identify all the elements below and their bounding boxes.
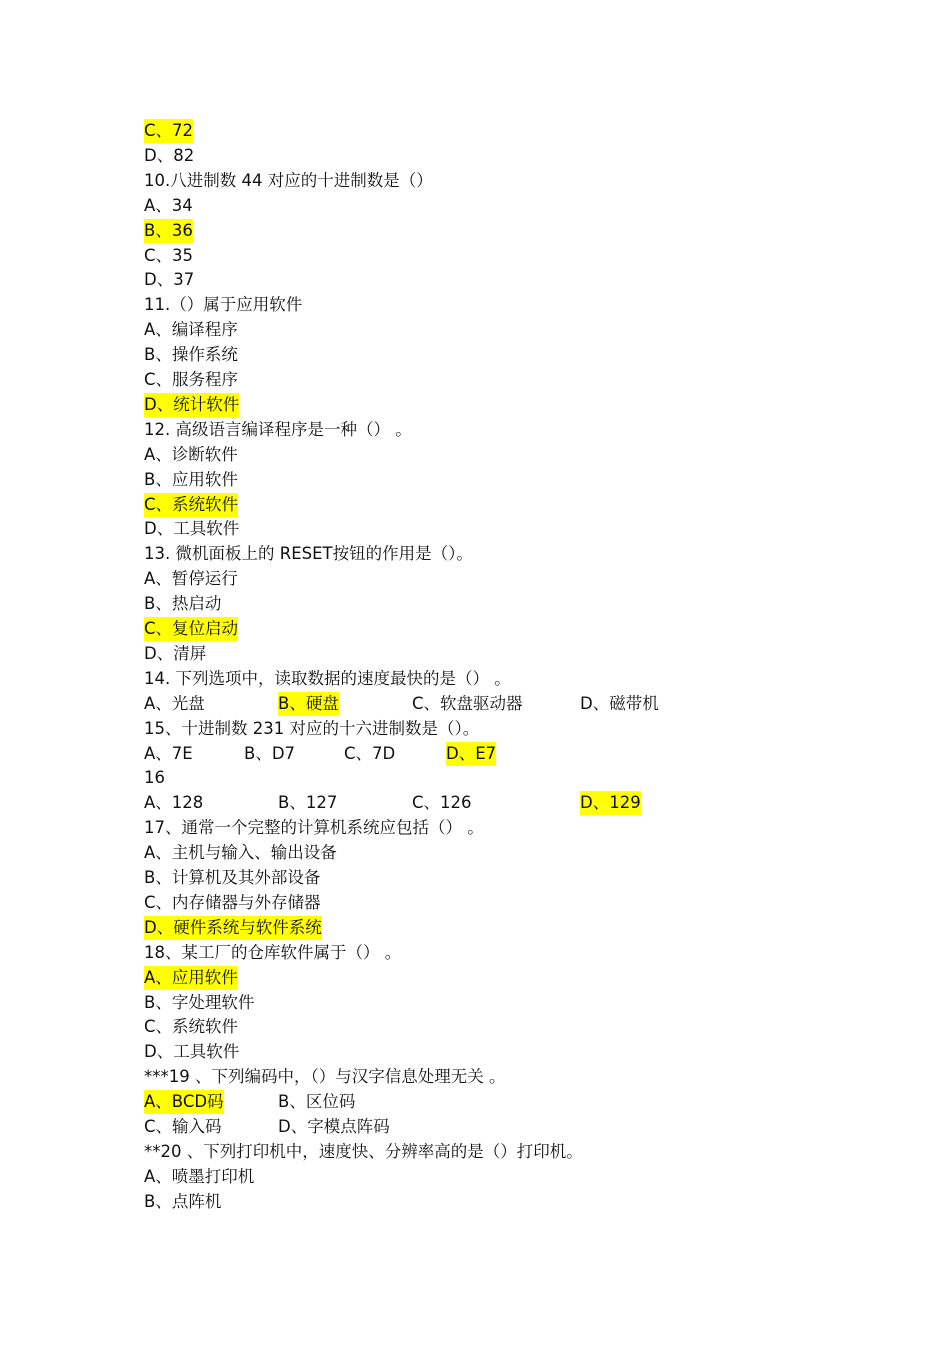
answer-option: C、输入码 bbox=[144, 1117, 222, 1136]
line-text: D、工具软件 bbox=[144, 1042, 240, 1062]
line-text: 12. 高级语言编译程序是一种（） 。 bbox=[144, 419, 412, 439]
line-text: 14. 下列选项中，读取数据的速度最快的是（） 。 bbox=[144, 668, 511, 688]
line-text: D、工具软件 bbox=[144, 519, 240, 539]
line-text: B、计算机及其外部设备 bbox=[144, 868, 321, 887]
line-text: A、34 bbox=[144, 195, 193, 215]
line-text: A、编译程序 bbox=[144, 320, 238, 340]
line-text: B、字处理软件 bbox=[144, 992, 255, 1012]
line-text: B、操作系统 bbox=[144, 345, 238, 365]
line-text: A、主机与输入、输出设备 bbox=[144, 843, 337, 863]
line-text: D、82 bbox=[144, 145, 195, 165]
line-text: D、37 bbox=[144, 270, 195, 290]
answer-option: C、软盘驱动器 bbox=[412, 693, 523, 713]
line-text: A、诊断软件 bbox=[144, 444, 238, 464]
answer-option: C、7D bbox=[344, 743, 396, 763]
line-text: 18、某工厂的仓库软件属于（） 。 bbox=[144, 942, 402, 962]
highlighted-answer: D、硬件系统与软件系统 bbox=[144, 916, 322, 940]
line-text: 13. 微机面板上的 RESET按钮的作用是（）。 bbox=[144, 544, 473, 564]
line-text: 17、通常一个完整的计算机系统应包括（） 。 bbox=[144, 818, 484, 838]
document-line bbox=[144, 1115, 794, 1139]
line-text: D、清屏 bbox=[144, 643, 207, 663]
answer-option: B、D7 bbox=[244, 743, 296, 763]
document-line bbox=[144, 1090, 794, 1114]
answer-option: D、129 bbox=[580, 791, 641, 815]
line-text: B、点阵机 bbox=[144, 1191, 222, 1211]
answer-option: A、7E bbox=[144, 743, 193, 763]
highlighted-answer: C、系统软件 bbox=[144, 493, 238, 517]
document-line bbox=[144, 791, 794, 815]
answer-option: C、126 bbox=[412, 793, 472, 813]
answer-option: A、128 bbox=[144, 793, 204, 813]
highlighted-answer: B、36 bbox=[144, 219, 193, 243]
line-text: 10.八进制数 44 对应的十进制数是（） bbox=[144, 170, 433, 190]
line-text: 16 bbox=[144, 768, 165, 788]
answer-option: D、磁带机 bbox=[580, 693, 659, 713]
answer-option: B、127 bbox=[278, 793, 338, 813]
answer-option: A、光盘 bbox=[144, 693, 205, 713]
line-text: 15、十进制数 231 对应的十六进制数是（）。 bbox=[144, 718, 480, 738]
line-text: C、系统软件 bbox=[144, 1017, 239, 1037]
line-text: C、35 bbox=[144, 245, 194, 265]
line-text: B、热启动 bbox=[144, 594, 222, 614]
highlighted-answer: C、72 bbox=[144, 119, 193, 143]
line-text: B、应用软件 bbox=[144, 469, 238, 489]
line-text: C、内存储器与外存储器 bbox=[144, 892, 321, 912]
answer-option: B、区位码 bbox=[278, 1092, 356, 1112]
line-text: C、服务程序 bbox=[144, 370, 239, 389]
highlighted-answer: D、统计软件 bbox=[144, 393, 239, 417]
line-text: **20 、下列打印机中，速度快、分辨率高的是（）打印机。 bbox=[144, 1141, 583, 1161]
line-text: ***19 、下列编码中，（）与汉字信息处理无关 。 bbox=[144, 1067, 506, 1087]
highlighted-answer: C、复位启动 bbox=[144, 617, 238, 641]
document-line bbox=[144, 692, 794, 716]
answer-option: A、BCD码 bbox=[144, 1090, 224, 1114]
document-line bbox=[144, 742, 794, 766]
line-text: A、暂停运行 bbox=[144, 569, 238, 589]
answer-option: D、E7 bbox=[446, 742, 496, 766]
line-text: A、喷墨打印机 bbox=[144, 1166, 255, 1186]
highlighted-answer: A、应用软件 bbox=[144, 966, 238, 990]
line-text: 11.（）属于应用软件 bbox=[144, 295, 303, 315]
answer-option: B、硬盘 bbox=[278, 692, 339, 716]
answer-option: D、字模点阵码 bbox=[278, 1117, 390, 1136]
